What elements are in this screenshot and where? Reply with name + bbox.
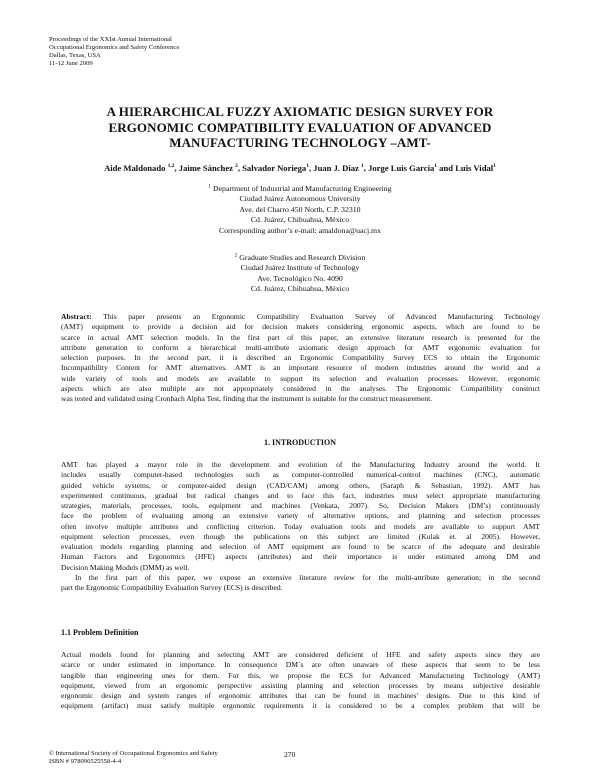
isbn-line: ISBN # 978096525558-4-4 (49, 758, 122, 765)
author-list: Aide Maldonado $^{1,2}$, Jaime Sánchez $^2$, Salvador Noriega$^1$, Juan J. Díaz $^1$, Jorge Luis García$^1$ and Luis Vidal$^1$ (104, 163, 496, 173)
title-line: ERGONOMIC COMPATIBILITY EVALUATION OF ADVANCED (108, 119, 492, 135)
intro-line: Human Factors and Ergonomics (HFE) aspects (attributes) and their importance is under estimated among DM and (61, 552, 540, 562)
title-line: A HIERARCHICAL FUZZY AXIOMATIC DESIGN SURVEY FOR (106, 104, 494, 119)
department: Department of Industrial and Manufacturing Engineering (212, 184, 392, 193)
corresponding-email: Corresponding author’s e-mail: amaldona@uacj.mx (218, 225, 382, 235)
intro-line: evaluation models regarding planning and selection of AMT equipment are found to be scarce of the adequate and desirable (61, 542, 540, 551)
affiliation-2: $^2$ Graduate Studies and Research Division Ciudad Juárez Institute of Technology Ave. Tecnológico No. 4090 Cd. Juárez, Chihuahua, México (60, 253, 540, 295)
intro-line: equipment selection processes, even though the publications on this subject are limited (Kulak et. al 2005). However, (61, 531, 540, 541)
city: Cd. Juárez, Chihuahua, México (250, 284, 350, 294)
introduction-body (61, 460, 540, 593)
intro-line: experimented continuous, gradual but radical changes and to face this fact, industries must select appropriate manufacturing (61, 490, 540, 500)
university: Ciudad Juárez Autonomous University (239, 194, 361, 204)
abstract-line: aspects which are also multiple are not appropriately considered in the analyses. The Ergonomic Compatibility construct (61, 383, 540, 393)
proceedings-line: Dallas, Texas, USA (49, 52, 101, 59)
author: Jorge Luis García$^1$ (368, 163, 438, 173)
section-heading-problem-definition: 1.1 Problem Definition (61, 628, 139, 637)
abstract-line: This paper presents an Ergonomic Compatibility Evaluation Survey of Advanced Manufacturing Technology (91, 312, 540, 321)
address: Ave. Tecnológico No. 4090 (257, 273, 343, 283)
intro-line: strategies, materials, processes, tools, equipment and machines (Venkata, 2007). So, Decision Makers (DM’s) continuously (61, 501, 540, 510)
address: Ave. del Charro 450 North, C.P. 32310 (239, 204, 361, 214)
abstract-line: scarce in actual AMT selection models. In the first part of this paper, an extensive literature research is presented for the (61, 332, 540, 342)
intro-line: In the first part of this paper, we expose an extensive literature review for the multi-attribute generation; in the second (75, 572, 540, 582)
proceedings-line: Proceedings of the XXIst Annual International (49, 36, 172, 43)
problem-line: scarce or under estimated in importance. In consequence DM´s are often unaware of these aspects that seem to be less (61, 660, 540, 670)
paper-title (60, 104, 540, 151)
problem-line: Actual models found for planning and selecting AMT are considered deficient of HFE and safety aspects since they are (61, 650, 540, 659)
problem-line: equipment (artifact) must satisfy multiple ergonomic requirements it is considered to be a complex problem that will be (61, 701, 540, 711)
division: Graduate Studies and Research Division (239, 253, 366, 262)
problem-line: tangible than engineering ones for them. For this, we propose the ECS for Advanced Manufacturing Technology (AMT) (61, 670, 540, 680)
affiliation-1: $^1$ Department of Industrial and Manufacturing Engineering Ciudad Juárez Autonomous University Ave. del Charro 450 North, C.P. 32310 Cd. Juárez, Chihuahua, México Corresponding author’s e-mail: amaldona@uacj.mx (60, 184, 540, 236)
author: Luis Vidal$^1$ (455, 163, 496, 173)
abstract (61, 312, 540, 404)
abstract-line: Incompatibility Content for AMT alternatives. AMT is an important resource of modern industries around the world and a (61, 363, 540, 373)
proceedings-header (49, 36, 179, 68)
intro-line: part the Ergonomic Compatibility Evaluation Survey (ECS) is described. (61, 583, 283, 592)
abstract-label: Abstract: (61, 312, 92, 321)
author: Salvador Noriega$^1$ (242, 163, 309, 173)
author: Aide Maldonado $^{1,2}$ (104, 163, 175, 173)
intro-line: AMT has played a mayor role in the development and evolution of the Manufacturing Industry around the world. It (61, 460, 540, 469)
intro-line: face the problem of evaluating among an extensive variety of alternative options, and planning and selection processes (61, 511, 540, 521)
abstract-line: selection purposes. In the second part, it is described an Ergonomic Compatibility Survey ECS to obtain the Ergonomic (61, 353, 540, 362)
abstract-line: (AMT) equipment to provide a decision aid for decision makers considering ergonomic aspects, which are found to be (61, 322, 540, 332)
problem-line: equipment, viewed from an ergonomic perspective assisting planning and selection processes by means subjective desirable (61, 680, 540, 690)
abstract-line: attribute generation to conform a hierarchical multi-attribute axiomatic design approach for AMT ergonomic evaluation for (61, 342, 540, 352)
abstract-line: wide variety of tools and models are available to support its selection and evaluation processes. However, ergonomic (61, 373, 540, 383)
institute: Ciudad Juárez Institute of Technology (240, 263, 360, 273)
intro-line: includes usually computer-based technologies such as computer-controlled numerical-control machines (CNC), automatic (61, 470, 540, 480)
city: Cd. Juárez, Chihuahua, México (250, 215, 350, 225)
abstract-line: was tested and validated using Cronbach Alpha Test, finding that the instrument is suitable for the construct measurement. (61, 394, 433, 403)
proceedings-line: Occupational Ergonomics and Safety Conference (49, 44, 180, 51)
copyright-line: © International Society of Occupational Ergonomics and Safety (49, 750, 218, 757)
footer-copyright (49, 750, 218, 766)
section-heading-introduction: 1. INTRODUCTION (263, 438, 336, 447)
problem-definition-body (61, 650, 540, 712)
title-line: MANUFACTURING TECHNOLOGY –AMT- (169, 135, 431, 150)
page-number: 270 (284, 750, 296, 759)
author: Jaime Sánchez $^2$ (178, 163, 238, 173)
intro-line: guided vehicle systems, or computer-aided design (CAD/CAM) among others, (Saraph & Sebastian, 1992). AMT has (61, 480, 540, 490)
intro-line: Decision Making Models (DMM) as well. (61, 562, 190, 572)
author: Juan J. Díaz $^1$ (313, 163, 364, 173)
problem-line: ergonomic design and system ranges of ergonomic attributes that can be found in machines’ designs. Due to this kind of (61, 691, 540, 700)
proceedings-date: 11-12 June 2009 (49, 60, 93, 67)
intro-line: often involve multiple attributes and conflicting criterion. Today evaluation tools and models are available to support AMT (61, 521, 540, 531)
